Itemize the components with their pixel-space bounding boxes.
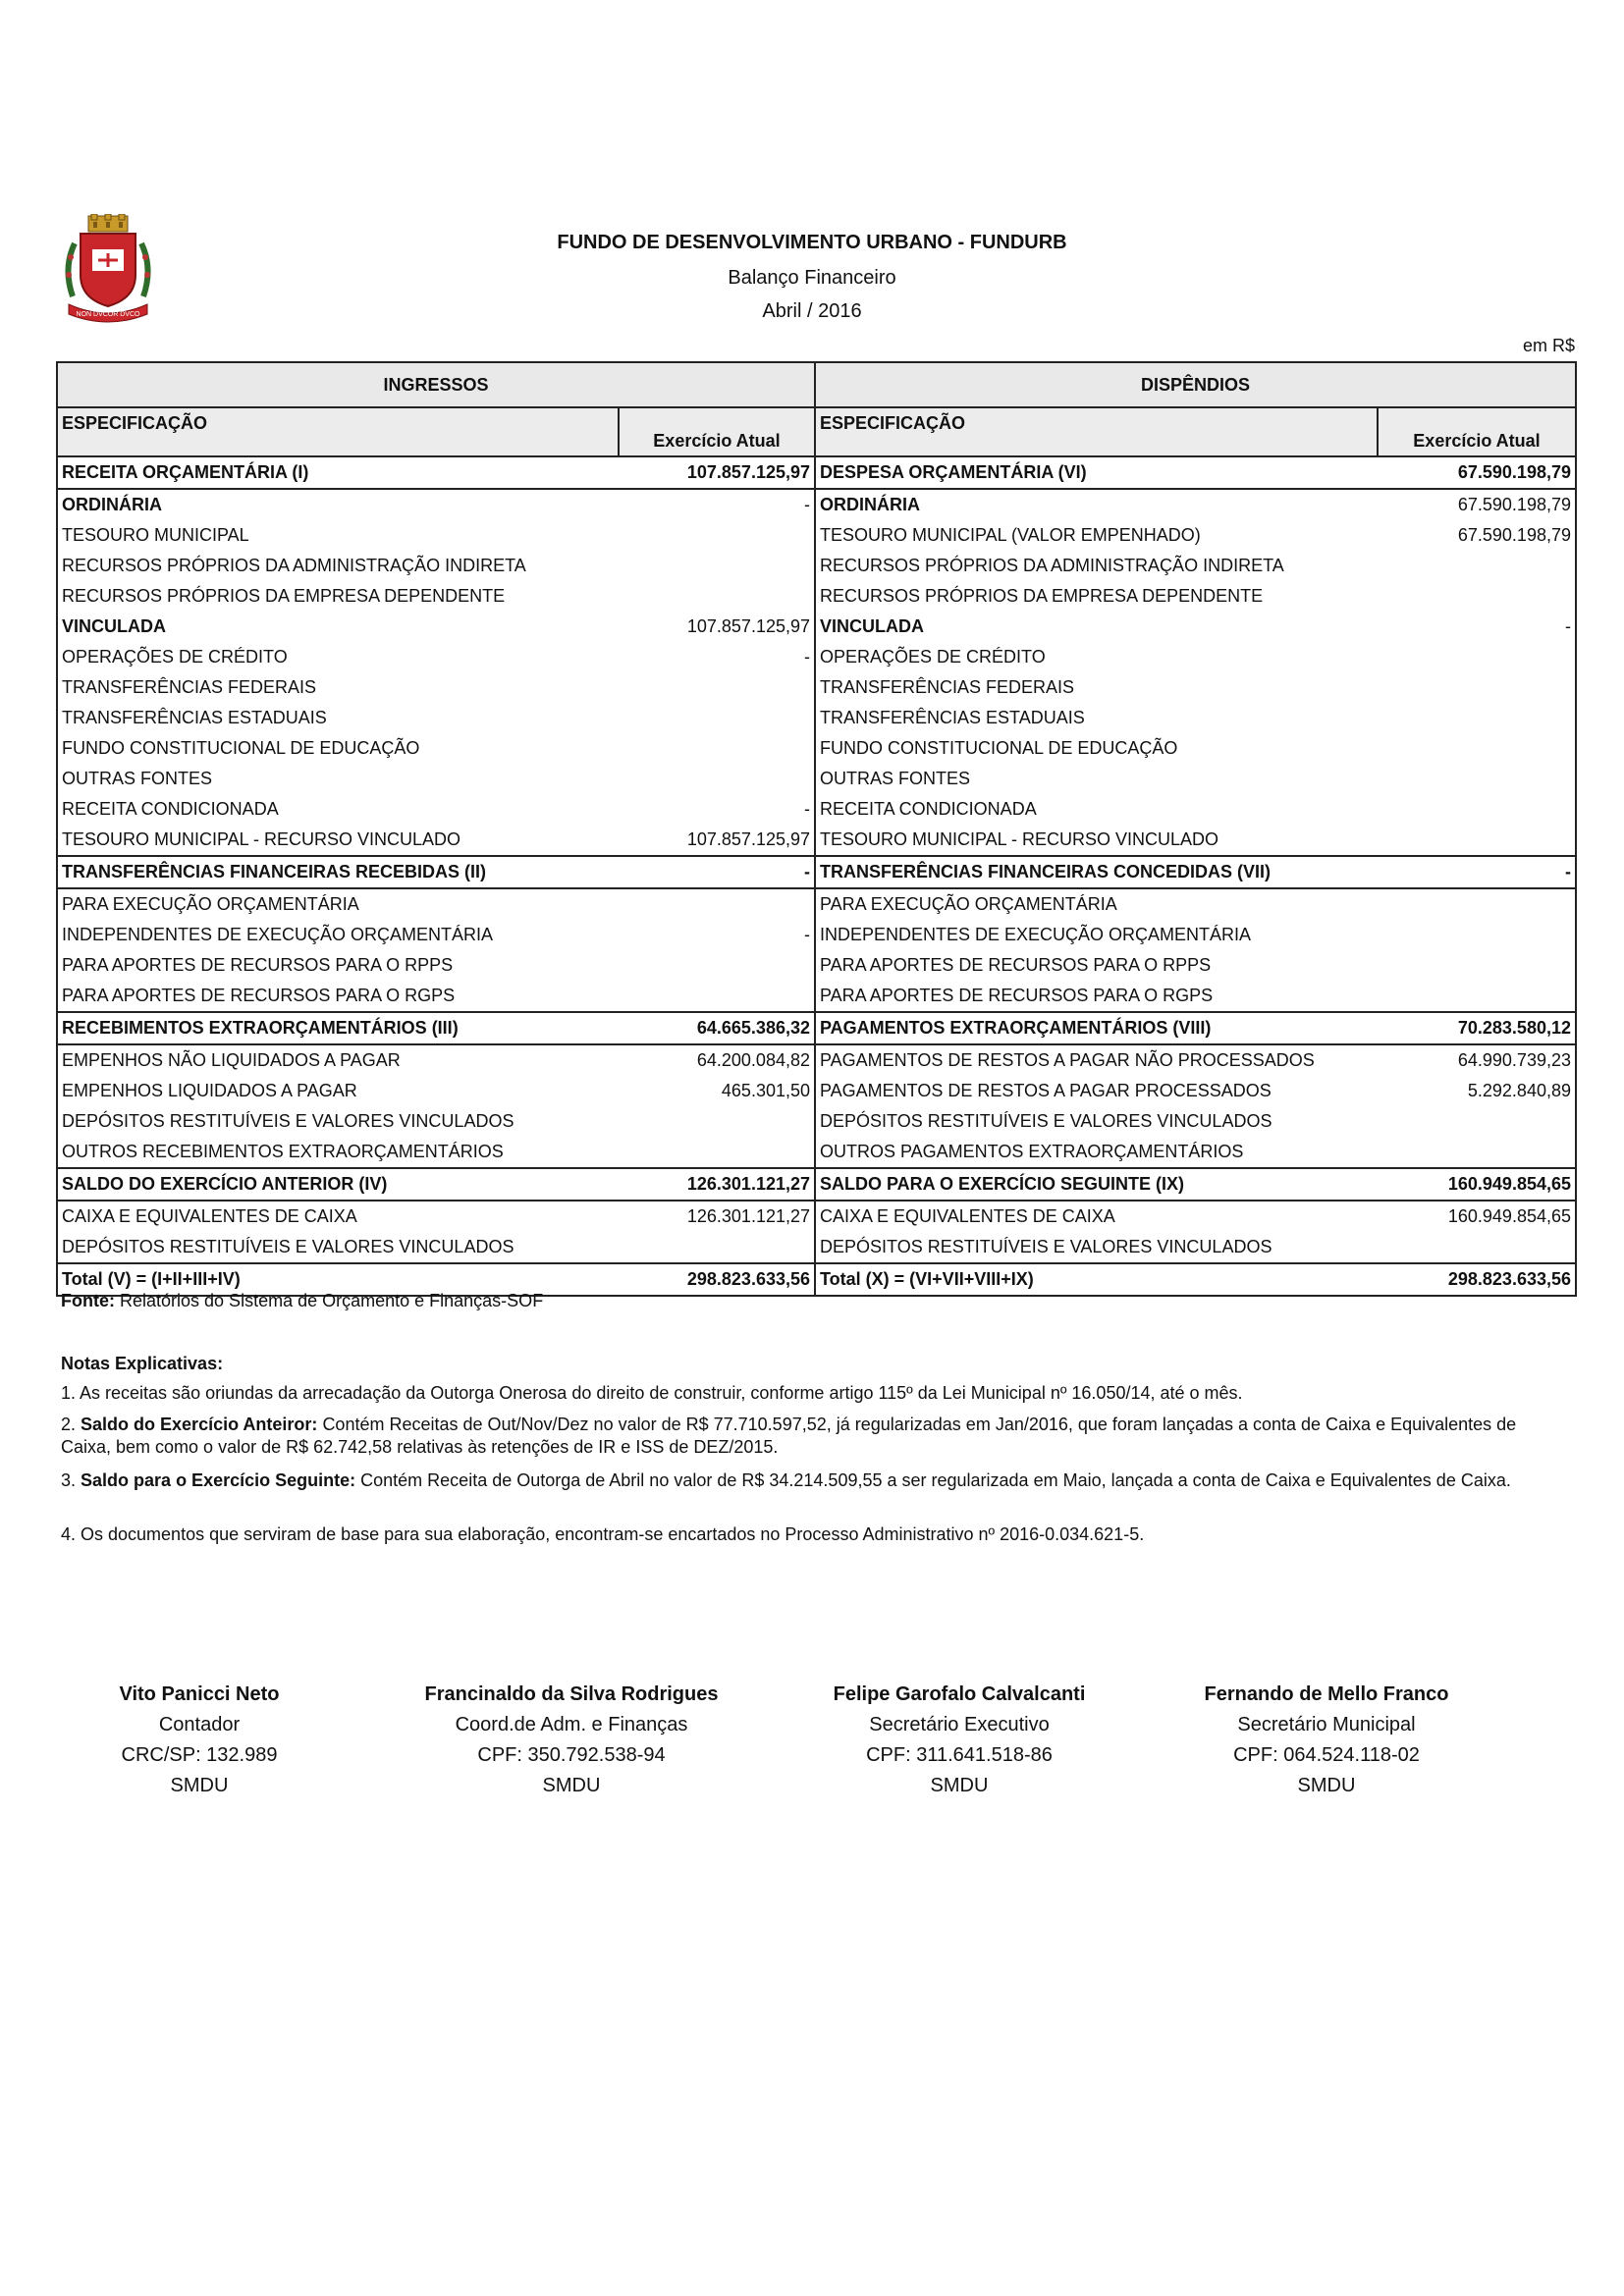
dispendio-spec: TESOURO MUNICIPAL - RECURSO VINCULADO xyxy=(815,825,1378,856)
dispendio-value: 160.949.854,65 xyxy=(1378,1168,1576,1201)
ingresso-value: - xyxy=(619,920,815,950)
note-3-heading: Saldo para o Exercício Seguinte: xyxy=(81,1470,356,1490)
ingresso-spec: TRANSFERÊNCIAS FINANCEIRAS RECEBIDAS (II) xyxy=(57,856,619,888)
dispendio-value xyxy=(1378,1137,1576,1168)
balance-row-5 xyxy=(57,581,1576,612)
balance-row-18 xyxy=(57,981,1576,1012)
ingresso-value: 107.857.125,97 xyxy=(619,456,815,489)
balance-table-body xyxy=(57,456,1576,1296)
signatory-role: Coord.de Adm. e Finanças xyxy=(455,1714,688,1735)
ingresso-value xyxy=(619,981,815,1012)
signatory-name: Francinaldo da Silva Rodrigues xyxy=(424,1683,719,1705)
balance-row-15 xyxy=(57,888,1576,920)
balance-row-22 xyxy=(57,1106,1576,1137)
ingresso-spec: DEPÓSITOS RESTITUÍVEIS E VALORES VINCULADOS xyxy=(57,1106,619,1137)
ingresso-value: - xyxy=(619,856,815,888)
dispendio-spec: PAGAMENTOS EXTRAORÇAMENTÁRIOS (VIII) xyxy=(815,1012,1378,1044)
right-spec-header: ESPECIFICAÇÃO xyxy=(815,407,1378,456)
ingresso-value: 107.857.125,97 xyxy=(619,612,815,642)
ingresso-spec: CAIXA E EQUIVALENTES DE CAIXA xyxy=(57,1201,619,1232)
dispendio-value xyxy=(1378,1106,1576,1137)
ingresso-spec: TESOURO MUNICIPAL - RECURSO VINCULADO xyxy=(57,825,619,856)
balance-row-6 xyxy=(57,612,1576,642)
left-spec-header: ESPECIFICAÇÃO xyxy=(57,407,619,456)
balance-row-14 xyxy=(57,856,1576,888)
ingresso-value xyxy=(619,581,815,612)
dispendio-value xyxy=(1378,920,1576,950)
balance-row-3 xyxy=(57,520,1576,551)
group-header-row xyxy=(57,362,1576,407)
balance-row-16 xyxy=(57,920,1576,950)
dispendio-spec: ORDINÁRIA xyxy=(820,495,920,514)
dispendio-value: - xyxy=(1378,856,1576,888)
ingresso-value: 64.200.084,82 xyxy=(619,1044,815,1076)
ingresso-spec: RECEITA CONDICIONADA xyxy=(57,794,619,825)
dispendio-spec: Total (X) = (VI+VII+VIII+IX) xyxy=(815,1263,1378,1296)
balance-row-10 xyxy=(57,733,1576,764)
note-3-text: Contém Receita de Outorga de Abril no valor de R$ 34.214.509,55 a ser regularizada em Maio, lançada a conta de Caixa e Equivalentes de Caixa. xyxy=(360,1470,1511,1490)
document-period: Abril / 2016 xyxy=(762,300,862,322)
dispendio-spec: INDEPENDENTES DE EXECUÇÃO ORÇAMENTÁRIA xyxy=(820,925,1252,944)
signatory-role: Secretário Executivo xyxy=(869,1714,1050,1735)
dispendio-value xyxy=(1378,642,1576,672)
dispendio-value xyxy=(1378,981,1576,1012)
signatory-org: SMDU xyxy=(170,1775,229,1796)
note-2-heading: Saldo do Exercício Anteiror: xyxy=(81,1415,318,1434)
dispendio-spec: OUTROS PAGAMENTOS EXTRAORÇAMENTÁRIOS xyxy=(815,1137,1378,1168)
dispendio-spec: PARA EXECUÇÃO ORÇAMENTÁRIA xyxy=(820,894,1117,914)
ingresso-value xyxy=(619,764,815,794)
note-4: 4. Os documentos que serviram de base para sua elaboração, encontram-se encartados no Processo Administrativo nº 2016-0.034.621-5. xyxy=(61,1524,1145,1544)
balance-row-11 xyxy=(57,764,1576,794)
dispendio-spec: PARA APORTES DE RECURSOS PARA O RPPS xyxy=(820,955,1212,975)
ingresso-spec: PARA APORTES DE RECURSOS PARA O RGPS xyxy=(57,981,619,1012)
note-3-number: 3. xyxy=(61,1470,77,1490)
dispendios-header: DISPÊNDIOS xyxy=(815,362,1576,407)
ingresso-spec: PARA EXECUÇÃO ORÇAMENTÁRIA xyxy=(57,888,619,920)
dispendio-value: 67.590.198,79 xyxy=(1378,489,1576,520)
balance-row-23 xyxy=(57,1137,1576,1168)
balance-table xyxy=(56,361,1577,1297)
signatory-document: CPF: 350.792.538-94 xyxy=(477,1744,666,1766)
dispendio-value: 160.949.854,65 xyxy=(1378,1201,1576,1232)
dispendio-spec: RECEITA CONDICIONADA xyxy=(820,799,1037,819)
ingresso-spec: DEPÓSITOS RESTITUÍVEIS E VALORES VINCULADOS xyxy=(57,1232,619,1263)
ingresso-spec: TESOURO MUNICIPAL xyxy=(57,520,619,551)
ingresso-value: - xyxy=(619,489,815,520)
dispendio-value: - xyxy=(1378,612,1576,642)
balance-row-12 xyxy=(57,794,1576,825)
ingresso-value xyxy=(619,1137,815,1168)
ingresso-value: 298.823.633,56 xyxy=(619,1263,815,1296)
ingresso-spec: Total (V) = (I+II+III+IV) xyxy=(57,1263,619,1296)
balance-row-17 xyxy=(57,950,1576,981)
ingresso-value xyxy=(619,1232,815,1263)
document-subtitle: Balanço Financeiro xyxy=(728,267,896,289)
right-value-header: Exercício Atual xyxy=(1378,407,1576,456)
dispendio-spec: VINCULADA xyxy=(820,616,924,636)
ingresso-spec: RECURSOS PRÓPRIOS DA EMPRESA DEPENDENTE xyxy=(57,581,619,612)
signature-block-3 xyxy=(799,1680,1119,1801)
ingresso-value xyxy=(619,703,815,733)
signatory-org: SMDU xyxy=(542,1775,601,1796)
balance-row-26 xyxy=(57,1232,1576,1263)
ingresso-spec: TRANSFERÊNCIAS FEDERAIS xyxy=(57,672,619,703)
dispendio-spec: OUTRAS FONTES xyxy=(820,769,971,788)
dispendio-value xyxy=(1378,703,1576,733)
ingresso-value xyxy=(619,888,815,920)
ingresso-value: - xyxy=(619,642,815,672)
dispendio-value xyxy=(1378,551,1576,581)
column-header-row xyxy=(57,407,1576,456)
balance-row-7 xyxy=(57,642,1576,672)
ingresso-value xyxy=(619,950,815,981)
ingresso-value: 126.301.121,27 xyxy=(619,1201,815,1232)
source-text: Relatórios do Sistema de Orçamento e Finanças-SOF xyxy=(120,1291,544,1310)
balance-row-25 xyxy=(57,1201,1576,1232)
ingresso-spec: FUNDO CONSTITUCIONAL DE EDUCAÇÃO xyxy=(57,733,619,764)
dispendio-value xyxy=(1378,888,1576,920)
dispendio-value: 67.590.198,79 xyxy=(1378,456,1576,489)
source-label: Fonte: xyxy=(61,1291,115,1310)
balance-row-19 xyxy=(57,1012,1576,1044)
dispendio-value: 67.590.198,79 xyxy=(1378,520,1576,551)
ingresso-spec: EMPENHOS LIQUIDADOS A PAGAR xyxy=(57,1076,619,1106)
dispendio-spec: TRANSFERÊNCIAS ESTADUAIS xyxy=(820,708,1085,727)
ingresso-spec: SALDO DO EXERCÍCIO ANTERIOR (IV) xyxy=(57,1168,619,1201)
signatory-role: Secretário Municipal xyxy=(1237,1714,1416,1735)
dispendio-spec: TRANSFERÊNCIAS FINANCEIRAS CONCEDIDAS (VII) xyxy=(815,856,1378,888)
dispendio-spec: DEPÓSITOS RESTITUÍVEIS E VALORES VINCULADOS xyxy=(815,1232,1378,1263)
dispendio-value xyxy=(1378,825,1576,856)
ingresso-spec: TRANSFERÊNCIAS ESTADUAIS xyxy=(57,703,619,733)
dispendio-spec: PAGAMENTOS DE RESTOS A PAGAR NÃO PROCESSADOS xyxy=(820,1050,1315,1070)
ingresso-value xyxy=(619,733,815,764)
ingresso-value xyxy=(619,551,815,581)
dispendio-value: 64.990.739,23 xyxy=(1378,1044,1576,1076)
ingresso-spec: ORDINÁRIA xyxy=(57,489,619,520)
ingresso-spec: OUTROS RECEBIMENTOS EXTRAORÇAMENTÁRIOS xyxy=(57,1137,619,1168)
signatory-role: Contador xyxy=(158,1714,241,1735)
balance-row-20 xyxy=(57,1044,1576,1076)
dispendio-value xyxy=(1378,950,1576,981)
signature-block-1 xyxy=(98,1680,300,1801)
dispendio-spec: FUNDO CONSTITUCIONAL DE EDUCAÇÃO xyxy=(820,738,1178,758)
ingresso-spec: PARA APORTES DE RECURSOS PARA O RPPS xyxy=(57,950,619,981)
source-note xyxy=(61,1291,543,1311)
ingresso-value xyxy=(619,672,815,703)
signatory-name: Vito Panicci Neto xyxy=(119,1683,280,1705)
ingresso-value: 465.301,50 xyxy=(619,1076,815,1106)
note-3 xyxy=(61,1469,1563,1492)
ingresso-spec: OPERAÇÕES DE CRÉDITO xyxy=(57,642,619,672)
document-title: FUNDO DE DESENVOLVIMENTO URBANO - FUNDURB xyxy=(557,232,1067,253)
balance-row-21 xyxy=(57,1076,1576,1106)
balance-row-4 xyxy=(57,551,1576,581)
signatory-document: CPF: 311.641.518-86 xyxy=(866,1744,1053,1766)
ingressos-header: INGRESSOS xyxy=(57,362,815,407)
note-2-number: 2. xyxy=(61,1415,77,1434)
dispendio-spec: CAIXA E EQUIVALENTES DE CAIXA xyxy=(820,1206,1115,1226)
balance-row-1 xyxy=(57,456,1576,489)
ingresso-spec: OUTRAS FONTES xyxy=(57,764,619,794)
notes-title: Notas Explicativas: xyxy=(61,1354,224,1373)
dispendio-spec: OPERAÇÕES DE CRÉDITO xyxy=(820,647,1046,667)
dispendio-spec: RECURSOS PRÓPRIOS DA EMPRESA DEPENDENTE xyxy=(820,586,1264,606)
dispendio-spec: DESPESA ORÇAMENTÁRIA (VI) xyxy=(815,456,1378,489)
note-2-text: Contém Receitas de Out/Nov/Dez no valor de R$ 77.710.597,52, já regularizadas em Jan/2016, que foram lançadas a conta de Caixa e Equivalentes de Caixa, bem como o valor de R$ 62.742,58 relativas às retenções de IR e ISS de DEZ/2015. xyxy=(61,1415,1517,1457)
dispendio-value xyxy=(1378,733,1576,764)
balance-row-13 xyxy=(57,825,1576,856)
signatory-name: Felipe Garofalo Calvalcanti xyxy=(833,1683,1086,1705)
dispendio-spec: TRANSFERÊNCIAS FEDERAIS xyxy=(820,677,1075,697)
ingresso-spec: RECEBIMENTOS EXTRAORÇAMENTÁRIOS (III) xyxy=(57,1012,619,1044)
ingresso-value xyxy=(619,520,815,551)
ingresso-spec: INDEPENDENTES DE EXECUÇÃO ORÇAMENTÁRIA xyxy=(57,920,619,950)
dispendio-value xyxy=(1378,1232,1576,1263)
balance-row-9 xyxy=(57,703,1576,733)
signatory-document: CPF: 064.524.118-02 xyxy=(1233,1744,1420,1766)
dispendio-value xyxy=(1378,581,1576,612)
ingresso-spec: VINCULADA xyxy=(57,612,619,642)
note-2 xyxy=(61,1414,1563,1459)
currency-note: em R$ xyxy=(1522,336,1575,355)
note-1: 1. As receitas são oriundas da arrecadação da Outorga Onerosa do direito de construir, conforme artigo 115º da Lei Municipal nº 16.050/14, até o mês. xyxy=(61,1383,1243,1403)
dispendio-spec: TESOURO MUNICIPAL (VALOR EMPENHADO) xyxy=(820,525,1201,545)
ingresso-value: 126.301.121,27 xyxy=(619,1168,815,1201)
dispendio-spec: DEPÓSITOS RESTITUÍVEIS E VALORES VINCULADOS xyxy=(820,1111,1272,1131)
ingresso-spec: EMPENHOS NÃO LIQUIDADOS A PAGAR xyxy=(57,1044,619,1076)
signatory-document: CRC/SP: 132.989 xyxy=(121,1744,278,1766)
dispendio-value: 70.283.580,12 xyxy=(1378,1012,1576,1044)
balance-row-8 xyxy=(57,672,1576,703)
signature-block-4 xyxy=(1172,1680,1481,1801)
balance-row-24 xyxy=(57,1168,1576,1201)
balance-row-2 xyxy=(57,489,1576,520)
signature-block-2 xyxy=(397,1680,746,1801)
signatory-name: Fernando de Mello Franco xyxy=(1204,1683,1449,1705)
dispendio-spec: SALDO PARA O EXERCÍCIO SEGUINTE (IX) xyxy=(815,1168,1378,1201)
dispendio-spec: RECURSOS PRÓPRIOS DA ADMINISTRAÇÃO INDIRETA xyxy=(820,556,1284,575)
ingresso-value: 107.857.125,97 xyxy=(619,825,815,856)
dispendio-spec: PAGAMENTOS DE RESTOS A PAGAR PROCESSADOS xyxy=(820,1081,1272,1100)
dispendio-value: 298.823.633,56 xyxy=(1378,1263,1576,1296)
left-value-header: Exercício Atual xyxy=(619,407,815,456)
dispendio-value xyxy=(1378,672,1576,703)
crest-motto: NON DVCOR DVCO xyxy=(76,311,140,318)
ingresso-spec: RECURSOS PRÓPRIOS DA ADMINISTRAÇÃO INDIRETA xyxy=(57,551,619,581)
signatory-org: SMDU xyxy=(1297,1775,1356,1796)
dispendio-value xyxy=(1378,794,1576,825)
dispendio-value: 5.292.840,89 xyxy=(1378,1076,1576,1106)
ingresso-value: - xyxy=(619,794,815,825)
signatory-org: SMDU xyxy=(930,1775,989,1796)
dispendio-value xyxy=(1378,764,1576,794)
ingresso-spec: RECEITA ORÇAMENTÁRIA (I) xyxy=(57,456,619,489)
ingresso-value: 64.665.386,32 xyxy=(619,1012,815,1044)
dispendio-spec: PARA APORTES DE RECURSOS PARA O RGPS xyxy=(815,981,1378,1012)
ingresso-value xyxy=(619,1106,815,1137)
